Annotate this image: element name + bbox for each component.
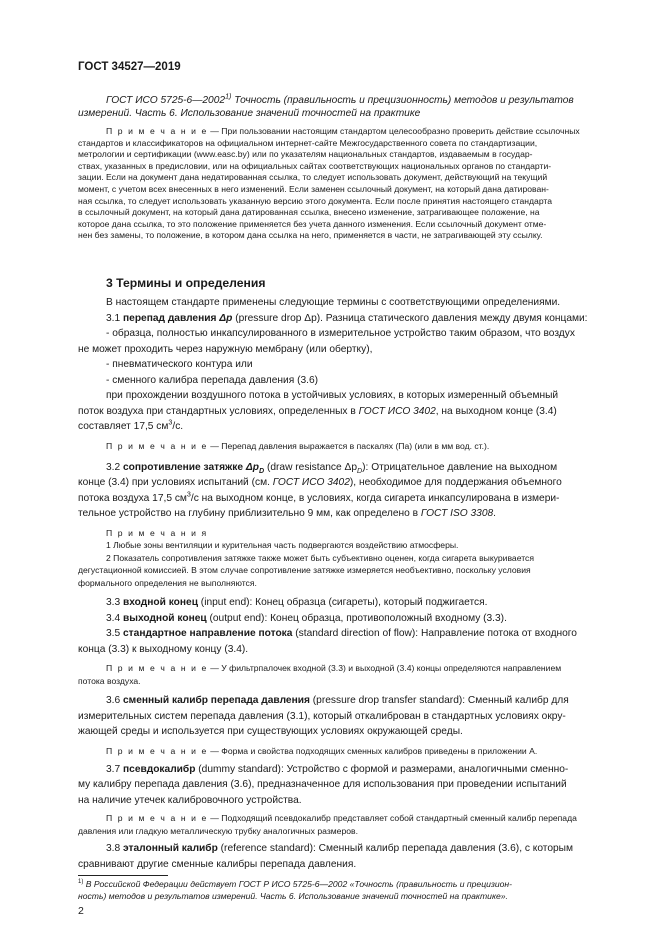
text-run: 1) (78, 879, 84, 886)
section-title: 3 Термины и определения (106, 276, 266, 290)
body-line (106, 391, 558, 401)
body-line (78, 796, 302, 806)
text-run: потока воздуха. (78, 675, 141, 686)
text-run: (input end): Конец образца (сигареты), который поджигается. (197, 597, 488, 609)
text-run: составляет 17,5 см (78, 421, 169, 433)
text-run: давления или гладкую металлическую трубку аналогичных размеров. (78, 825, 358, 836)
text-run: ГОСТ ИСО 5725-6—2002 (106, 94, 226, 106)
ref-line (106, 92, 574, 106)
text-run: входной конец (123, 597, 198, 609)
text-run: — Форма и свойства подходящих сменных калибров приведены в приложении А. (207, 745, 538, 756)
note-line (78, 579, 257, 588)
body-line (106, 329, 575, 339)
text-run: псевдокалибр (123, 763, 196, 775)
text-run: — У фильтрпалочек входной (3.3) и выходной (3.4) концы определяются направлением (207, 663, 562, 674)
ref-line (78, 109, 420, 119)
text-run: - образца, полностью инкапсулированного в измерительное устройство таким образом, что воздух (106, 328, 575, 340)
text-run: - сменного калибра перепада давления (3.6) (106, 374, 319, 386)
text-run: 3.6 (106, 695, 123, 707)
text-run: на наличие утечек калибровочного устройства. (78, 794, 302, 806)
body-line (106, 376, 318, 386)
text-run: — При пользовании настоящим стандартом целесообразно проверить действие ссылочных (207, 125, 580, 136)
text-run: 3.2 (106, 461, 123, 473)
note-line (106, 814, 577, 823)
text-run: D (357, 466, 363, 475)
text-run: при прохождении воздушного потока в устойчивых условиях, в которых измеренный объемный (106, 390, 559, 402)
text-run: (pressure drop transfer standard): Сменный калибр для (309, 695, 569, 707)
text-run: (dummy standard): Устройство с формой и размерами, аналогичными сменно- (195, 763, 569, 775)
body-line (106, 614, 507, 624)
text-run: конца (3.3) к выходному концу (3.4). (78, 643, 249, 655)
note-line (106, 442, 489, 451)
note-line (78, 566, 531, 575)
text-run: П р и м е ч а н и е (106, 663, 208, 674)
text-run: ГОСТ ИСО 3402 (358, 405, 436, 417)
text-run: перепад давления (123, 312, 220, 324)
text-run: П р и м е ч а н и е (106, 440, 208, 451)
body-line (78, 509, 496, 519)
note-line (106, 127, 580, 136)
text-run: (output end): Конец образца, противоположный входному (3.3). (206, 612, 507, 624)
footnote-line (78, 892, 508, 901)
text-run: стандартное направление потока (123, 628, 293, 640)
text-run: му калибру перепада давления (3.6), предназначенное для использования при проведении испытаний (78, 779, 567, 791)
text-run: не может проходить через наружную мембрану (или обертку), (78, 343, 373, 355)
text-run: (draw resistance Δp (264, 461, 357, 473)
text-run: потока воздуха 17,5 см (78, 492, 187, 504)
body-line (106, 314, 588, 324)
text-run: которое дана ссылка, то это положение применяется без учета данного изменения. Если ссылочный документ отме- (78, 218, 547, 229)
text-run: ): Отрицательное давление на выходном (362, 461, 558, 473)
body-line (106, 844, 573, 854)
body-line (78, 345, 372, 355)
text-run: 3.7 (106, 763, 123, 775)
text-run: сопротивление затяжке (123, 461, 246, 473)
text-run: 3 (186, 490, 191, 499)
text-run: /с на выходном конце, в условиях, когда сигарета инкапсулирована в измери- (190, 492, 560, 504)
note-line (78, 185, 549, 194)
text-run: ная ссылка, то следует использовать указанную версию этого документа. Если после принятия настоящего стандарта (78, 195, 553, 206)
text-run: сменный калибр перепада давления (123, 695, 310, 707)
text-run: ), необходимое для поддержания объемного (349, 477, 562, 489)
text-run: Точность (правильность и прецизионность) методов и результатов (231, 94, 574, 106)
body-line (106, 298, 560, 308)
note-line (106, 541, 458, 550)
body-line (78, 490, 560, 504)
text-run: Δp (245, 461, 259, 473)
text-run: 3.1 (106, 312, 123, 324)
body-line (106, 463, 557, 473)
text-run: эталонный калибр (123, 843, 218, 855)
text-run: зации. Если на документ дана недатированная ссылка, то следует использовать документ, действующий на текущий (78, 172, 548, 183)
text-run: 3 (168, 418, 173, 427)
body-line (78, 645, 248, 655)
note-line (78, 220, 546, 229)
note-line (78, 150, 533, 159)
note-line (78, 162, 551, 171)
note-line (78, 208, 540, 217)
text-run: метрологии и сертификации (www.easc.by) или по указателям национальных стандартов, издаваемым в государ- (78, 149, 533, 160)
body-line (78, 780, 567, 790)
body-line (106, 765, 568, 775)
text-run: . (493, 508, 497, 520)
note-line (106, 554, 534, 563)
body-line (78, 860, 356, 870)
text-run: сравнивают другие сменные калибры перепада давления. (78, 858, 357, 870)
note-line (78, 677, 141, 686)
text-run: момент, с учетом всех внесенных в него изменений. Если заменен ссылочный документ, на который дана датирован- (78, 183, 549, 194)
text-run: нен без замены, то положение, в котором дана ссылка на него, применяется в части, не затрагивающей эту ссылку. (78, 230, 543, 241)
body-line (106, 598, 487, 608)
page-number: 2 (78, 905, 84, 918)
document-header: ГОСТ 34527—2019 (78, 61, 181, 73)
text-run: Δp (219, 312, 233, 324)
body-line (106, 360, 253, 370)
text-run: (standard direction of flow): Направление потока от входного (292, 628, 577, 640)
text-run: (pressure drop Δp). Разница статического давления между двумя концами: (232, 312, 588, 324)
note-line (78, 197, 552, 206)
text-run: 3.4 (106, 612, 123, 624)
text-run: выходной конец (123, 612, 207, 624)
text-run: В Российской Федерации действует ГОСТ Р ИСО 5725-6—2002 «Точность (правильность и прецизион- (83, 879, 513, 890)
text-run: 3.3 (106, 597, 123, 609)
note-line (106, 747, 537, 756)
text-run: измерительных систем перепада давления (3.1), который откалиброван в стандартных условиях окру- (78, 710, 566, 722)
body-line (78, 418, 184, 433)
text-run: ствах, указанных в предисловии, или на официальных сайтах соответствующих национальных органов по стандарти- (78, 160, 552, 171)
text-run: /с. (172, 421, 184, 433)
footnote-line (78, 880, 512, 889)
text-run: стандартов и классификаторов на официальном интернет-сайте Межгосударственного совета по стандартизации, (78, 137, 538, 148)
text-run: D (258, 466, 265, 475)
text-run: - пневматического контура или (106, 359, 253, 371)
text-run: формального определения не выполняются. (78, 578, 257, 588)
text-run: измерений. Часть 6. Использование значений точностей на практике (78, 108, 421, 120)
text-run: В настоящем стандарте применены следующие термины с соответствующими определениями. (106, 297, 561, 309)
text-run: — Подходящий псевдокалибр представляет собой стандартный сменный калибр перепада (207, 813, 577, 824)
note-line (106, 664, 561, 673)
note-line (78, 139, 537, 148)
body-line (78, 478, 562, 488)
text-run: П р и м е ч а н и е (106, 813, 208, 824)
text-run: в ссылочный документ, на который дана датированная ссылка, внесено изменение, затрагивающее положение, на (78, 207, 540, 218)
note-line (78, 827, 358, 836)
text-run: 1) (225, 92, 232, 101)
text-run: П р и м е ч а н и е (106, 745, 208, 756)
text-run: , на выходном конце (3.4) (435, 405, 557, 417)
body-line (78, 407, 557, 417)
text-run: тельное устройство на глубину приблизительно 9 мм, как определено в (78, 508, 421, 520)
text-run: ность) методов и результатов измерений. Часть 6. Использование значений точностей на практике». (78, 890, 508, 901)
footnote-rule (78, 875, 168, 876)
text-run: жающей среды и используется при существующих условиях окружающей среды. (78, 726, 463, 738)
text-run: конце (3.4) при условиях испытаний (см. (78, 477, 273, 489)
body-line (106, 629, 577, 639)
text-run: ГОСТ ISO 3308 (420, 508, 494, 520)
note-line (78, 173, 547, 182)
text-run: 2 Показатель сопротивления затяжке также может быть субъективно оценен, когда сигарета выкуривается (106, 552, 534, 563)
text-run: 1 Любые зоны вентиляции и курительная часть подвергаются воздействию атмосферы. (106, 540, 459, 551)
text-run: дегустационной комиссией. В этом случае сопротивление затяжке измеряется необъективно, поскольку условия (78, 565, 531, 576)
text-run: ГОСТ ИСО 3402 (272, 477, 350, 489)
body-line (78, 727, 463, 737)
text-run: (reference standard): Сменный калибр перепада давления (3.6), с которым (217, 843, 574, 855)
note-line (78, 231, 543, 240)
text-run: П р и м е ч а н и е (106, 125, 208, 136)
text-run: — Перепад давления выражается в паскалях (Па) (или в мм вод. ст.). (207, 440, 490, 451)
text-run: 3.8 (106, 843, 123, 855)
text-run: 3.5 (106, 628, 123, 640)
text-run: поток воздуха при стандартных условиях, определенных в (78, 405, 359, 417)
body-line (78, 712, 566, 722)
note-title: П р и м е ч а н и я (106, 527, 208, 538)
body-line (106, 696, 569, 706)
